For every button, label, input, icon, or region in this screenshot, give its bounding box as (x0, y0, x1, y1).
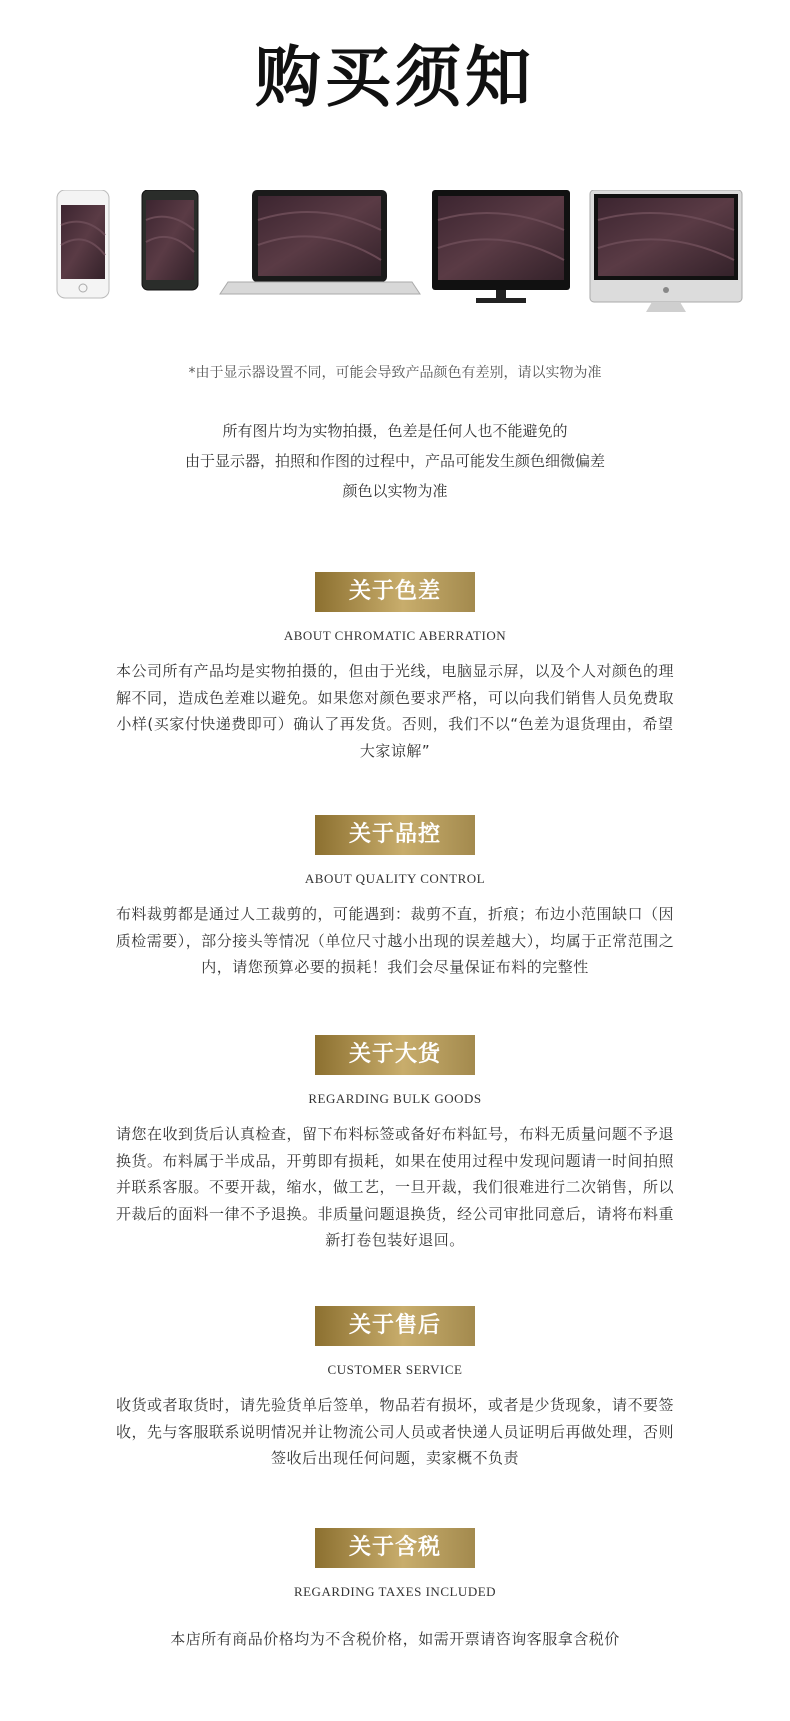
section-badge: 关于品控 (315, 815, 475, 855)
section-subtitle: ABOUT QUALITY CONTROL (304, 871, 486, 886)
phone-dark-icon (142, 190, 198, 290)
section-subtitle: ABOUT CHROMATIC ABERRATION (283, 628, 507, 643)
monitor-icon (432, 190, 570, 303)
section-quality-control (0, 815, 790, 981)
section-text: 布料裁剪都是通过人工裁剪的，可能遇到：裁剪不直，折痕；布边小范围缺口（因质检需要），部分接头等情况（单位尺寸越小出现的误差越大），均属于正常范围之内，请您预算必要的损耗！我们会尽量保证布料的完整性 (115, 905, 675, 976)
section-chromatic-aberration (0, 572, 790, 764)
page-title: 购买须知 (255, 39, 535, 116)
section-taxes-included (0, 1528, 790, 1653)
section-customer-service (0, 1306, 790, 1472)
section-text: 收货或者取货时，请先验货单后签单，物品若有损坏，或者是少货现象，请不要签收，先与客服联系说明情况并让物流公司人员或者快递人员证明后再做处理，否则签收后出现任何问题，卖家概不负责 (115, 1396, 674, 1467)
section-badge: 关于大货 (315, 1035, 475, 1075)
section-text: 本公司所有产品均是实物拍摄的，但由于光线，电脑显示屏，以及个人对颜色的理解不同，造成色差难以避免。如果您对颜色要求严格，可以向我们销售人员免费取小样(买家付快递费即可）确认了再发货。否则，我们不以“色差为退货理由，希望大家谅解” (115, 662, 674, 760)
intro-line: 颜色以实物为准 (342, 482, 448, 500)
imac-icon (590, 190, 742, 312)
intro-line: 由于显示器，拍照和作图的过程中，产品可能发生颜色细微偏差 (184, 452, 605, 470)
section-subtitle: CUSTOMER SERVICE (327, 1362, 463, 1377)
section-subtitle: REGARDING BULK GOODS (308, 1091, 482, 1106)
intro-text (0, 416, 790, 506)
section-subtitle: REGARDING TAXES INCLUDED (293, 1584, 497, 1599)
device-display-illustration (0, 190, 790, 330)
display-notice: *由于显示器设置不同，可能会导致产品颜色有差别，请以实物为准 (188, 365, 602, 381)
section-text: 本店所有商品价格均为不含税价格，如需开票请咨询客服拿含税价 (170, 1630, 620, 1648)
section-badge: 关于色差 (315, 572, 475, 612)
section-badge: 关于含税 (315, 1528, 475, 1568)
section-bulk-goods (0, 1035, 790, 1254)
laptop-icon (220, 190, 420, 294)
section-badge: 关于售后 (315, 1306, 475, 1346)
section-text: 请您在收到货后认真检查，留下布料标签或备好布料缸号，布料无质量问题不予退换货。布料属于半成品，开剪即有损耗，如果在使用过程中发现问题请一时间拍照并联系客服。不要开裁，缩水，做工艺，一旦开裁，我们很难进行二次销售，所以开裁后的面料一律不予退换。非质量问题退换货，经公司审批同意后，请将布料重新打卷包装好退回。 (115, 1125, 674, 1249)
intro-line: 所有图片均为实物拍摄，色差是任何人也不能避免的 (222, 422, 568, 440)
phone-white-icon (57, 190, 109, 298)
